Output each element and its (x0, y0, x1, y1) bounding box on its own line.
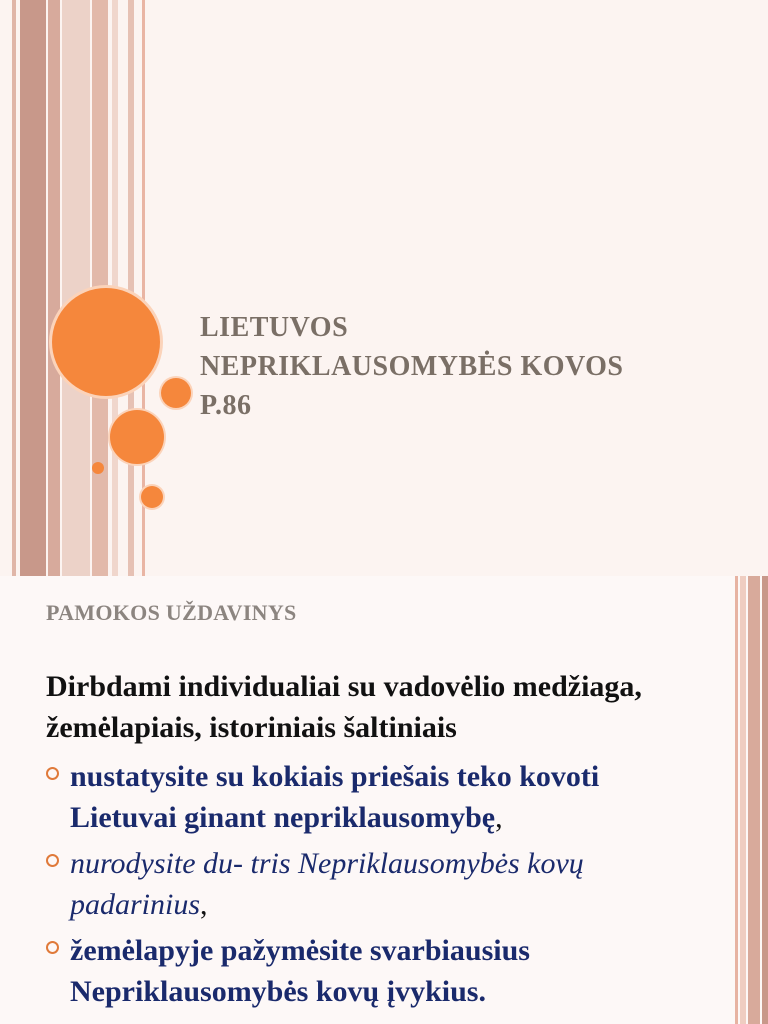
title-line: NEPRIKLAUSOMYBĖS KOVOS (200, 351, 624, 382)
circle-bullet-icon (46, 941, 59, 954)
decor-stripe (740, 576, 746, 1024)
title-line: P.86 (200, 390, 252, 421)
decor-stripe (20, 0, 46, 576)
decor-stripe (735, 576, 738, 1024)
decor-stripe (62, 0, 90, 576)
slide-title (200, 308, 740, 425)
task-list (46, 756, 706, 1017)
circle-bullet-icon (46, 854, 59, 867)
decor-circle-large (52, 288, 160, 396)
decor-stripe (762, 576, 768, 1024)
intro-text: Dirbdami individualiai su vadovėlio medžiaga, žemėlapiais, istoriniais šaltiniais (46, 670, 642, 744)
decor-stripe (128, 0, 134, 576)
decor-stripe (48, 0, 60, 576)
bullet-suffix: , (495, 801, 503, 834)
bullet-text: nustatysite su kokiais priešais teko kovoti Lietuvai ginant nepriklausomybę (70, 760, 600, 834)
decor-stripe (748, 576, 760, 1024)
list-item (46, 843, 706, 925)
content-slide (0, 576, 768, 1024)
decor-circle (161, 378, 191, 408)
circle-bullet-icon (46, 767, 59, 780)
decor-stripe (12, 0, 16, 576)
bullet-text: žemėlapyje pažymėsite svarbiausius Nepriklausomybės kovų įvykius. (70, 934, 530, 1008)
bullet-suffix: , (200, 888, 208, 921)
section-heading: PAMOKOS UŽDAVINYS (46, 600, 297, 625)
decor-circle (110, 410, 164, 464)
decor-circle (92, 462, 104, 474)
decor-circle (141, 486, 163, 508)
list-item (46, 756, 706, 838)
list-item (46, 930, 706, 1012)
title-line: LIETUVOS (200, 312, 349, 343)
bullet-text: nurodysite du- tris Nepriklausomybės kovų padarinius (70, 847, 584, 921)
